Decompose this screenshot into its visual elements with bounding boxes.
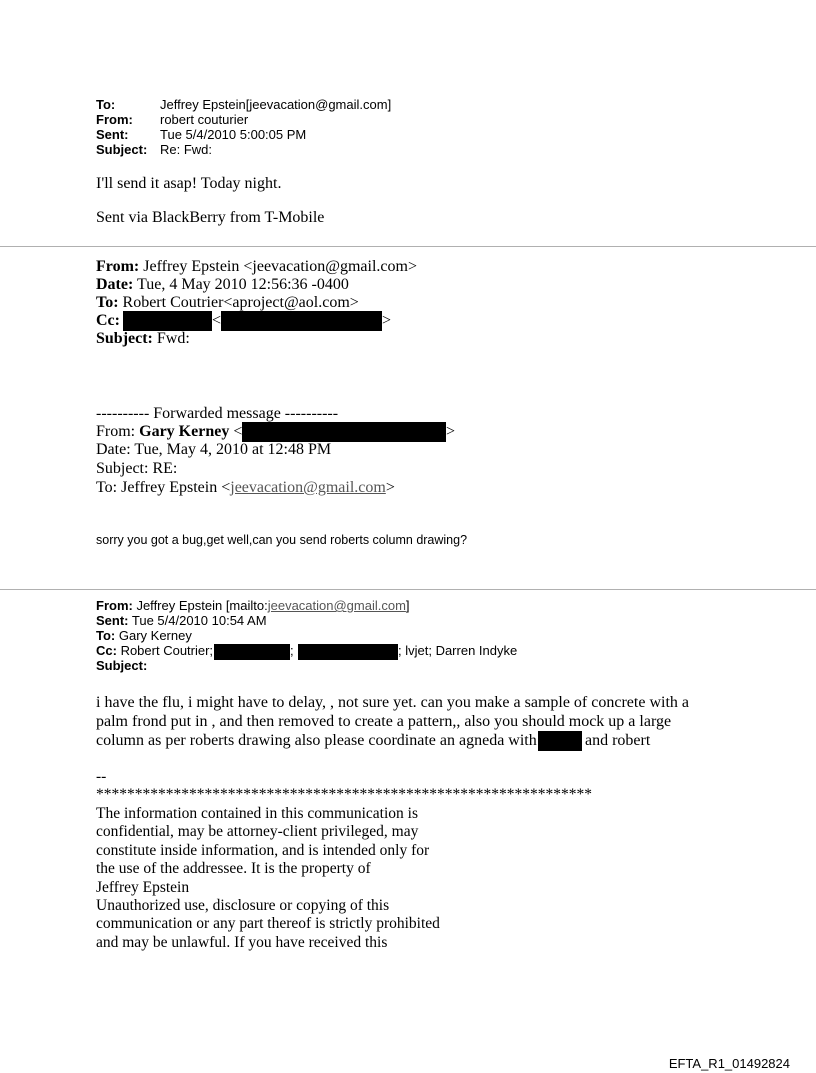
header2-subject-label: Subject: [96, 330, 153, 347]
message-line: i have the flu, i might have to delay, , not sure yet. can you make a sample of concrete with a [96, 694, 689, 711]
forwarded-from-gt: > [446, 423, 456, 440]
header2-subject-value: Fwd: [152, 330, 190, 347]
header2-to-value: Robert Coutrier<aproject@aol.com> [118, 294, 359, 311]
divider [0, 246, 816, 247]
divider [0, 589, 816, 590]
forwarded-date: Date: Tue, May 4, 2010 at 12:48 PM [96, 441, 332, 458]
forwarded-separator: ---------- Forwarded message ---------- [96, 405, 339, 422]
forwarded-to-prefix: To: Jeffrey Epstein < [96, 479, 231, 496]
header2-date-value: Tue, 4 May 2010 12:56:36 -0400 [133, 276, 349, 293]
message-line: palm frond put in , and then removed to create a pattern,, also you should mock up a large [96, 713, 672, 730]
disclaimer-line: Jeffrey Epstein [96, 878, 190, 896]
redaction-box [538, 731, 582, 751]
header3-to-value: Gary Kerney [115, 628, 192, 643]
message-line: column as per roberts drawing also please coordinate an agneda with [96, 732, 537, 749]
header2-cc-label: Cc: [96, 312, 120, 329]
forwarded-to-suffix: > [385, 479, 395, 496]
redaction-box [298, 644, 398, 660]
redaction-box [221, 311, 382, 331]
disclaimer-dashes: -- [96, 768, 107, 785]
header3-cc-first: Robert Coutrier; [116, 643, 214, 658]
document-id: EFTA_R1_01492824 [668, 1056, 790, 1071]
sent-value: Tue 5/4/2010 5:00:05 PM [160, 127, 307, 142]
header2-from-value: Jeffrey Epstein <jeevacation@gmail.com> [139, 258, 417, 275]
disclaimer-line: the use of the addressee. It is the property of [96, 860, 371, 878]
reply-signature: Sent via BlackBerry from T-Mobile [96, 209, 325, 226]
redaction-box [242, 422, 446, 442]
disclaimer-line: and may be unlawful. If you have received this [96, 933, 388, 951]
header3-from [96, 599, 410, 613]
header3-cc-semi: ; [290, 643, 294, 658]
disclaimer-line: confidential, may be attorney-client privileged, may [96, 823, 419, 841]
header3-subject-label: Subject: [96, 658, 148, 673]
message-line-end: and robert [585, 732, 651, 749]
redaction-box [123, 311, 212, 331]
header2-date [96, 276, 349, 294]
subject-label: Subject: [96, 142, 148, 157]
forwarded-from-lt: < [229, 423, 243, 440]
header2-to [96, 294, 359, 312]
forwarded-from [96, 423, 242, 441]
header2-from [96, 258, 417, 276]
reply-body: I'll send it asap! Today night. [96, 175, 282, 192]
forwarded-body: sorry you got a bug,get well,can you send roberts column drawing? [96, 533, 468, 547]
header2-from-label: From: [96, 258, 140, 275]
from-value: robert couturier [160, 112, 249, 127]
header2-cc [96, 312, 120, 330]
to-value: Jeffrey Epstein[jeevacation@gmail.com] [160, 97, 392, 112]
from-label: From: [96, 112, 133, 127]
header3-cc-label: Cc: [96, 643, 117, 658]
disclaimer-line: communication or any part thereof is strictly prohibited [96, 915, 440, 933]
redaction-box [214, 644, 290, 660]
forwarded-from-prefix: From: [96, 423, 140, 440]
header2-date-label: Date: [96, 276, 134, 293]
header3-from-email-link[interactable]: jeevacation@gmail.com [267, 598, 406, 613]
disclaimer-line: constitute inside information, and is intended only for [96, 841, 430, 859]
header2-cc-lt: < [212, 312, 222, 329]
header3-to-label: To: [96, 628, 116, 643]
forwarded-subject: Subject: RE: [96, 460, 178, 477]
header2-subject [96, 330, 190, 348]
disclaimer-line: The information contained in this communication is [96, 805, 418, 822]
header3-from-suffix: ] [405, 598, 410, 613]
disclaimer-stars: **************************************************************** [96, 786, 592, 803]
disclaimer-line: Unauthorized use, disclosure or copying of this [96, 897, 390, 914]
header3-from-prefix: Jeffrey Epstein [mailto: [132, 598, 268, 613]
forwarded-to [96, 479, 395, 497]
to-label: To: [96, 97, 116, 112]
header3-sent-value: Tue 5/4/2010 10:54 AM [128, 613, 267, 628]
header3-subject [96, 659, 147, 673]
header3-sent [96, 614, 267, 628]
sent-label: Sent: [96, 127, 129, 142]
header3-cc-rest: ; lvjet; Darren Indyke [398, 643, 518, 658]
header3-cc [96, 644, 213, 658]
header2-to-label: To: [96, 294, 119, 311]
header3-from-label: From: [96, 598, 133, 613]
header2-cc-gt: > [382, 312, 392, 329]
header3-sent-label: Sent: [96, 613, 129, 628]
header3-to [96, 629, 192, 643]
forwarded-from-name: Gary Kerney [139, 423, 230, 440]
email-header-top [96, 97, 496, 161]
forwarded-to-email-link[interactable]: jeevacation@gmail.com [230, 479, 386, 496]
subject-value: Re: Fwd: [160, 142, 213, 157]
